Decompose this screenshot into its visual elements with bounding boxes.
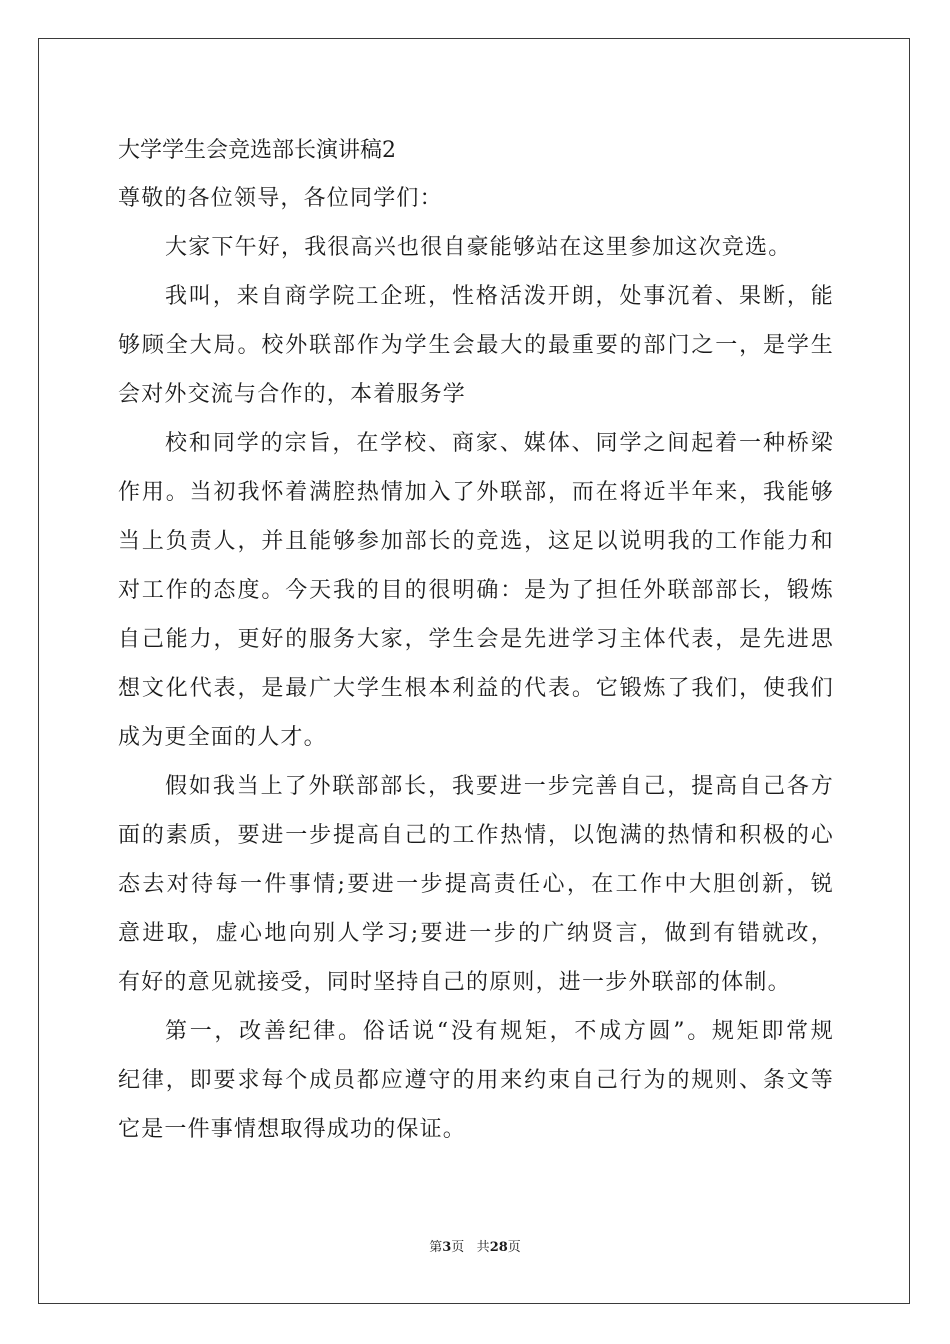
paragraph-2-line-1: 我叫，来自商学院工企班，性格活泼开朗，处事沉着、果断，能 [165,284,834,309]
document-title: 大学学生会竞选部长演讲稿2 [118,138,396,163]
paragraph-4-line-1: 假如我当上了外联部部长，我要进一步完善自己，提高自己各方 [165,774,834,799]
paragraph-3-line-3: 当上负责人，并且能够参加部长的竞选，这足以说明我的工作能力和 [118,529,834,554]
footer-prefix: 第 [429,1240,443,1255]
footer-total-suffix: 页 [507,1240,521,1255]
paragraph-3-line-1: 校和同学的宗旨，在学校、商家、媒体、同学之间起着一种桥梁 [165,431,834,456]
paragraphs [118,223,834,1154]
paragraph-4-line-5: 有好的意见就接受，同时坚持自己的原则，进一步外联部的体制。 [118,970,791,995]
paragraph-5-line-2: 纪律，即要求每个成员都应遵守的用来约束自己行为的规则、条文等 [118,1068,834,1093]
paragraph-3-line-7: 成为更全面的人才。 [118,725,327,750]
paragraph-4-line-3: 态去对待每一件事情;要进一步提高责任心，在工作中大胆创新，锐 [118,872,834,897]
footer-total-pages: 28 [489,1240,508,1255]
footer-total-prefix: 共 [476,1240,490,1255]
paragraph-3-line-4: 对工作的态度。今天我的目的很明确：是为了担任外联部部长，锻炼 [118,578,834,603]
document-body [118,128,834,1154]
paragraph-2-line-2: 够顾全大局。校外联部作为学生会最大的最重要的部门之一，是学生 [118,333,834,358]
footer-page-number: 3 [442,1240,452,1255]
footer-page-suffix: 页 [451,1240,465,1255]
paragraph-3-line-6: 想文化代表，是最广大学生根本利益的代表。它锻炼了我们，使我们 [118,676,834,701]
paragraph-4-line-4: 意进取，虚心地向别人学习;要进一步的广纳贤言，做到有错就改， [118,921,834,946]
paragraph-5-line-1: 第一，改善纪律。俗话说“没有规矩，不成方圆”。规矩即常规 [165,1019,834,1044]
paragraph-1-line-1: 大家下午好，我很高兴也很自豪能够站在这里参加这次竞选。 [165,235,792,260]
paragraph-3-line-5: 自己能力，更好的服务大家，学生会是先进学习主体代表，是先进思 [118,627,834,652]
paragraph-5-line-3: 它是一件事情想取得成功的保证。 [118,1117,467,1142]
paragraph-4-line-2: 面的素质，要进一步提高自己的工作热情，以饱满的热情和积极的心 [118,823,834,848]
paragraph-3-line-2: 作用。当初我怀着满腔热情加入了外联部，而在将近半年来，我能够 [118,480,834,505]
salutation: 尊敬的各位领导，各位同学们： [118,186,443,211]
page-footer [0,1236,950,1255]
paragraph-2-line-3: 会对外交流与合作的，本着服务学 [118,382,467,407]
